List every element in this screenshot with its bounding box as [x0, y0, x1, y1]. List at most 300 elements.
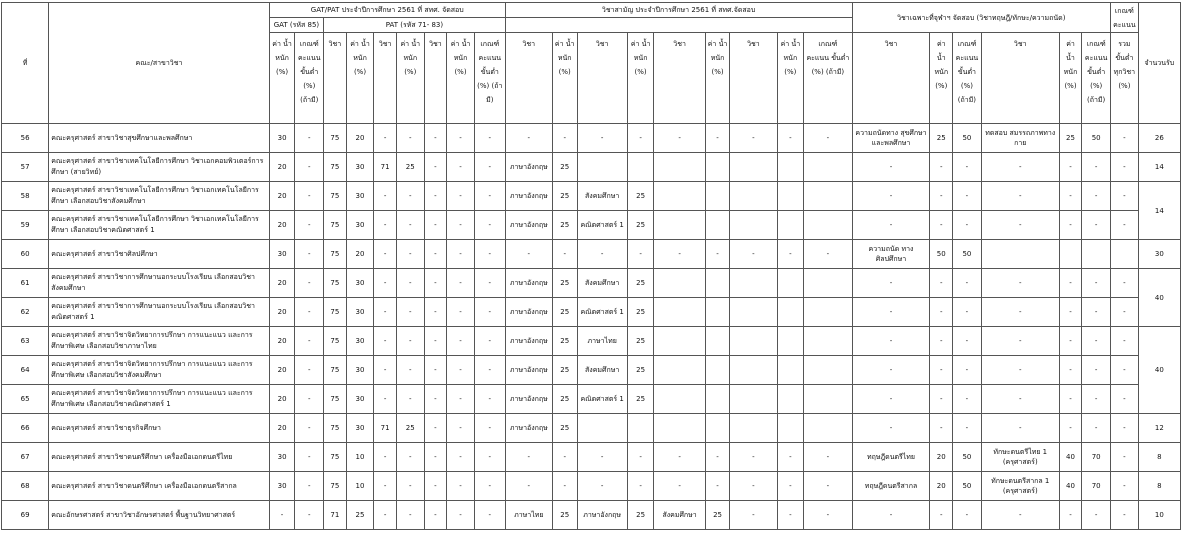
value-cell: - [396, 211, 424, 240]
program-name-cell: คณะอักษรศาสตร์ สาขาวิชาอักษรศาสตร์ พื้นฐานวิทยาศาสตร์ [49, 501, 270, 530]
seats-cell: 12 [1138, 414, 1180, 443]
value-cell: - [1082, 182, 1111, 211]
value-cell: ความถนัด ทางศิลปศึกษา [852, 240, 930, 269]
value-cell: - [953, 501, 982, 530]
value-cell: - [981, 211, 1059, 240]
value-cell: 30 [269, 240, 295, 269]
value-cell: - [396, 124, 424, 153]
col-header-weight: ค่า น้ำหนัก (%) [552, 33, 577, 124]
value-cell: 25 [552, 327, 577, 356]
col-header-weight: ค่า น้ำหนัก (%) [396, 33, 424, 124]
program-name-cell: คณะครุศาสตร์ สาขาวิชาเทคโนโลยีการศึกษา วิชาเอกเทคโนโลยีการศึกษา เลือกสอบวิชาคณิตศาสตร์ 1 [49, 211, 270, 240]
value-cell: 25 [552, 211, 577, 240]
value-cell: 30 [269, 472, 295, 501]
value-cell: - [424, 472, 447, 501]
col-header-subject: วิชา [424, 33, 447, 124]
value-cell: 20 [346, 124, 374, 153]
value-cell: - [447, 269, 475, 298]
value-cell: สังคมศึกษา [577, 356, 627, 385]
value-cell: - [981, 356, 1059, 385]
value-cell [654, 298, 705, 327]
table-row [2, 298, 1181, 327]
value-cell: 75 [324, 298, 347, 327]
value-cell: - [1111, 269, 1139, 298]
value-cell: - [777, 501, 804, 530]
value-cell [730, 327, 777, 356]
col-header-weight: ค่า น้ำหนัก (%) [930, 33, 953, 124]
row-number-cell: 61 [2, 269, 49, 298]
value-cell: ทฤษฎีดนตรีไทย [852, 443, 930, 472]
value-cell: 50 [1082, 124, 1111, 153]
value-cell [627, 153, 654, 182]
value-cell: - [1059, 327, 1082, 356]
table-row [2, 269, 1181, 298]
value-cell: - [1111, 356, 1139, 385]
value-cell: - [374, 356, 397, 385]
table-row [2, 124, 1181, 153]
value-cell: - [1059, 414, 1082, 443]
seats-cell: 14 [1138, 153, 1180, 182]
value-cell: - [1111, 501, 1139, 530]
col-header-subject: วิชา [730, 33, 777, 124]
value-cell: - [627, 124, 654, 153]
value-cell: - [424, 182, 447, 211]
value-cell: - [424, 240, 447, 269]
value-cell: - [424, 501, 447, 530]
row-number-cell: 58 [2, 182, 49, 211]
value-cell: 25 [396, 153, 424, 182]
value-cell: - [852, 356, 930, 385]
value-cell: 10 [346, 443, 374, 472]
value-cell: 25 [346, 501, 374, 530]
value-cell: - [852, 182, 930, 211]
value-cell [777, 327, 804, 356]
value-cell: - [705, 124, 730, 153]
value-cell: 25 [552, 153, 577, 182]
value-cell: ภาษาไทย [577, 327, 627, 356]
table-row [2, 327, 1181, 356]
col-header-subject: วิชา [654, 33, 705, 124]
value-cell: - [1082, 327, 1111, 356]
value-cell: - [777, 240, 804, 269]
value-cell: - [295, 443, 324, 472]
value-cell [730, 269, 777, 298]
col-header-min: เกณฑ์ คะแนน ขั้นต่ำ (%) (ถ้ามี) [1082, 33, 1111, 124]
value-cell: - [424, 356, 447, 385]
value-cell: - [981, 385, 1059, 414]
table-row [2, 501, 1181, 530]
col-header-subject: วิชา [852, 33, 930, 124]
value-cell: 20 [930, 472, 953, 501]
value-cell: - [269, 501, 295, 530]
value-cell: - [295, 327, 324, 356]
program-name-cell: คณะครุศาสตร์ สาขาวิชาเทคโนโลยีการศึกษา วิชาเอกคอมพิวเตอร์การศึกษา (สายวิทย์) [49, 153, 270, 182]
value-cell: - [705, 443, 730, 472]
table-row [2, 182, 1181, 211]
col-header-total-min: รวม ขั้นต่ำ ทุกวิชา (%) [1111, 33, 1139, 124]
value-cell: - [627, 443, 654, 472]
group-seats-cell: 40 [1138, 269, 1180, 327]
value-cell: - [1111, 327, 1139, 356]
value-cell [804, 182, 852, 211]
value-cell [705, 269, 730, 298]
value-cell: - [474, 153, 505, 182]
group-header-total: เกณฑ์คะแนน [1111, 3, 1139, 33]
value-cell: - [627, 240, 654, 269]
value-cell: สังคมศึกษา [577, 182, 627, 211]
value-cell [1082, 240, 1111, 269]
value-cell: - [505, 443, 552, 472]
col-header-weight: ค่า น้ำหนัก (%) [269, 33, 295, 124]
value-cell: - [777, 443, 804, 472]
value-cell: - [930, 414, 953, 443]
value-cell: - [396, 327, 424, 356]
value-cell [654, 269, 705, 298]
value-cell: - [981, 182, 1059, 211]
value-cell: - [295, 472, 324, 501]
value-cell: - [374, 124, 397, 153]
value-cell: - [396, 298, 424, 327]
col-header-subject: วิชา [981, 33, 1059, 124]
value-cell: - [981, 153, 1059, 182]
value-cell: - [1082, 385, 1111, 414]
value-cell: - [295, 414, 324, 443]
value-cell [804, 269, 852, 298]
value-cell: - [1082, 153, 1111, 182]
value-cell: - [930, 269, 953, 298]
value-cell: - [577, 443, 627, 472]
value-cell [804, 153, 852, 182]
row-number-cell: 62 [2, 298, 49, 327]
value-cell: 25 [552, 356, 577, 385]
program-name-cell: คณะครุศาสตร์ สาขาวิชาธุรกิจศึกษา [49, 414, 270, 443]
value-cell: - [295, 182, 324, 211]
value-cell: - [852, 414, 930, 443]
value-cell: - [374, 240, 397, 269]
value-cell: - [295, 298, 324, 327]
row-number-cell: 57 [2, 153, 49, 182]
value-cell: 75 [324, 211, 347, 240]
value-cell: - [552, 443, 577, 472]
value-cell: - [654, 240, 705, 269]
value-cell: - [705, 472, 730, 501]
value-cell: 71 [374, 414, 397, 443]
value-cell: 20 [269, 153, 295, 182]
table-row [2, 472, 1181, 501]
value-cell: - [447, 124, 475, 153]
value-cell: - [447, 385, 475, 414]
value-cell: 25 [552, 385, 577, 414]
col-header-min: เกณฑ์ คะแนน ขั้นต่ำ (%) (ถ้ามี) [295, 33, 324, 124]
value-cell: - [852, 153, 930, 182]
value-cell: ภาษาอังกฤษ [505, 269, 552, 298]
value-cell: - [730, 501, 777, 530]
sub-header-common-blank [505, 18, 852, 33]
value-cell: - [1059, 501, 1082, 530]
table-row [2, 240, 1181, 269]
value-cell: - [953, 414, 982, 443]
col-header-seats: จำนวนรับ [1138, 3, 1180, 124]
value-cell: 30 [346, 153, 374, 182]
value-cell: - [627, 472, 654, 501]
table-row [2, 443, 1181, 472]
value-cell: 30 [346, 385, 374, 414]
value-cell: สังคมศึกษา [654, 501, 705, 530]
value-cell: - [295, 211, 324, 240]
value-cell: ภาษาอังกฤษ [505, 182, 552, 211]
value-cell [730, 414, 777, 443]
value-cell: - [424, 443, 447, 472]
value-cell: - [804, 472, 852, 501]
value-cell: - [1111, 153, 1139, 182]
value-cell: - [730, 124, 777, 153]
value-cell: - [374, 472, 397, 501]
value-cell [777, 385, 804, 414]
value-cell: 25 [627, 211, 654, 240]
value-cell: 30 [269, 443, 295, 472]
value-cell: ทักษะดนตรีไทย 1 (ครุศาสตร์) [981, 443, 1059, 472]
value-cell [654, 327, 705, 356]
value-cell [730, 182, 777, 211]
value-cell: 30 [346, 298, 374, 327]
value-cell: 50 [953, 124, 982, 153]
value-cell: 30 [346, 182, 374, 211]
col-header-weight: ค่า น้ำหนัก (%) [705, 33, 730, 124]
value-cell: 20 [269, 269, 295, 298]
value-cell: 25 [552, 414, 577, 443]
value-cell: - [552, 240, 577, 269]
value-cell [1059, 240, 1082, 269]
value-cell: - [930, 211, 953, 240]
value-cell [777, 211, 804, 240]
value-cell: - [930, 298, 953, 327]
col-header-weight: ค่า น้ำหนัก (%) [346, 33, 374, 124]
value-cell: - [295, 356, 324, 385]
value-cell: - [953, 182, 982, 211]
value-cell [730, 211, 777, 240]
value-cell [777, 269, 804, 298]
value-cell: 75 [324, 269, 347, 298]
value-cell [777, 182, 804, 211]
value-cell: - [777, 472, 804, 501]
value-cell: - [474, 443, 505, 472]
value-cell: 40 [1059, 472, 1082, 501]
value-cell: 20 [930, 443, 953, 472]
value-cell: 70 [1082, 443, 1111, 472]
col-header-min: เกณฑ์ คะแนน ขั้นต่ำ (%) (ถ้ามี) [804, 33, 852, 124]
value-cell: - [930, 501, 953, 530]
row-number-cell: 66 [2, 414, 49, 443]
value-cell: 25 [1059, 124, 1082, 153]
col-header-subject: วิชา [577, 33, 627, 124]
value-cell [705, 385, 730, 414]
value-cell: 30 [346, 414, 374, 443]
table-body [2, 124, 1181, 530]
value-cell: - [852, 298, 930, 327]
value-cell: - [1111, 124, 1139, 153]
value-cell: - [447, 356, 475, 385]
value-cell: - [424, 211, 447, 240]
value-cell: - [981, 269, 1059, 298]
value-cell: - [953, 356, 982, 385]
value-cell: 50 [953, 472, 982, 501]
value-cell: - [374, 385, 397, 414]
value-cell: - [374, 269, 397, 298]
value-cell: 30 [346, 269, 374, 298]
value-cell: - [953, 269, 982, 298]
value-cell: - [447, 182, 475, 211]
value-cell: - [953, 153, 982, 182]
value-cell: 75 [324, 240, 347, 269]
value-cell: ความถนัดทาง สุขศึกษาและพลศึกษา [852, 124, 930, 153]
group-header-common: วิชาสามัญ ประจำปีการศึกษา 2561 ที่ สทศ.จัดสอบ [505, 3, 852, 18]
value-cell: - [577, 240, 627, 269]
value-cell: - [505, 124, 552, 153]
value-cell: ทดสอบ สมรรถภาพทางกาย [981, 124, 1059, 153]
value-cell: - [852, 501, 930, 530]
value-cell [654, 414, 705, 443]
value-cell: คณิตศาสตร์ 1 [577, 385, 627, 414]
value-cell: - [930, 182, 953, 211]
program-name-cell: คณะครุศาสตร์ สาขาวิชาจิตวิทยาการปรึกษา การแนะแนว และการศึกษาพิเศษ เลือกสอบวิชาสังคมศึกษา [49, 356, 270, 385]
seats-cell: 8 [1138, 472, 1180, 501]
col-header-weight: ค่า น้ำหนัก (%) [1059, 33, 1082, 124]
value-cell: ภาษาอังกฤษ [505, 356, 552, 385]
value-cell: - [295, 385, 324, 414]
row-number-cell: 67 [2, 443, 49, 472]
value-cell: - [1059, 385, 1082, 414]
value-cell [730, 356, 777, 385]
value-cell: - [447, 472, 475, 501]
value-cell: ภาษาไทย [505, 501, 552, 530]
value-cell: - [1111, 211, 1139, 240]
table-row [2, 153, 1181, 182]
row-number-cell: 60 [2, 240, 49, 269]
value-cell: ภาษาอังกฤษ [577, 501, 627, 530]
program-name-cell: คณะครุศาสตร์ สาขาวิชาสุขศึกษาและพลศึกษา [49, 124, 270, 153]
value-cell: - [654, 472, 705, 501]
value-cell: - [295, 124, 324, 153]
value-cell: - [474, 124, 505, 153]
value-cell [777, 153, 804, 182]
value-cell: - [930, 385, 953, 414]
value-cell: - [1059, 153, 1082, 182]
value-cell: 25 [552, 269, 577, 298]
value-cell: - [447, 240, 475, 269]
value-cell: - [374, 182, 397, 211]
program-name-cell: คณะครุศาสตร์ สาขาวิชาจิตวิทยาการปรึกษา การแนะแนว และการศึกษาพิเศษ เลือกสอบวิชาภาษาไทย [49, 327, 270, 356]
group-seats-cell: 40 [1138, 327, 1180, 414]
value-cell: สังคมศึกษา [577, 269, 627, 298]
program-name-cell: คณะครุศาสตร์ สาขาวิชาการศึกษานอกระบบโรงเรียน เลือกสอบวิชาสังคมศึกษา [49, 269, 270, 298]
value-cell: 40 [1059, 443, 1082, 472]
value-cell: 20 [269, 182, 295, 211]
value-cell: 20 [269, 211, 295, 240]
seats-cell: 30 [1138, 240, 1180, 269]
program-name-cell: คณะครุศาสตร์ สาขาวิชาดนตรีศึกษา เครื่องมือเอกดนตรีไทย [49, 443, 270, 472]
value-cell [730, 298, 777, 327]
value-cell [730, 153, 777, 182]
value-cell: 30 [346, 356, 374, 385]
col-header-no: ที่ [2, 3, 49, 124]
group-header-gatpat: GAT/PAT ประจำปีการศึกษา 2561 ที่ สทศ. จัดสอบ [269, 3, 505, 18]
value-cell: ภาษาอังกฤษ [505, 385, 552, 414]
value-cell [654, 356, 705, 385]
value-cell: - [1111, 182, 1139, 211]
col-header-min: เกณฑ์ คะแนน ขั้นต่ำ (%) (ถ้ามี) [474, 33, 505, 124]
value-cell: 50 [930, 240, 953, 269]
value-cell [577, 414, 627, 443]
value-cell: - [654, 124, 705, 153]
value-cell [777, 356, 804, 385]
value-cell: - [505, 240, 552, 269]
value-cell: - [1111, 298, 1139, 327]
value-cell [654, 385, 705, 414]
value-cell: 75 [324, 443, 347, 472]
value-cell: - [804, 124, 852, 153]
value-cell: 25 [552, 298, 577, 327]
row-number-cell: 59 [2, 211, 49, 240]
value-cell [804, 356, 852, 385]
admission-criteria-table [1, 2, 1181, 530]
value-cell: - [852, 327, 930, 356]
value-cell [804, 211, 852, 240]
value-cell: - [981, 327, 1059, 356]
value-cell: - [505, 472, 552, 501]
value-cell: - [424, 414, 447, 443]
value-cell: - [930, 356, 953, 385]
value-cell [654, 182, 705, 211]
col-header-subject: วิชา [505, 33, 552, 124]
value-cell: - [295, 240, 324, 269]
value-cell: - [1059, 182, 1082, 211]
value-cell: 75 [324, 385, 347, 414]
value-cell: - [1082, 211, 1111, 240]
value-cell: 75 [324, 182, 347, 211]
value-cell: 71 [374, 153, 397, 182]
value-cell: 20 [269, 385, 295, 414]
value-cell: คณิตศาสตร์ 1 [577, 298, 627, 327]
value-cell: 75 [324, 327, 347, 356]
col-header-program: คณะ/สาขาวิชา [49, 3, 270, 124]
value-cell: - [930, 153, 953, 182]
table-row [2, 385, 1181, 414]
value-cell [730, 385, 777, 414]
row-number-cell: 56 [2, 124, 49, 153]
program-name-cell: คณะครุศาสตร์ สาขาวิชาศิลปศึกษา [49, 240, 270, 269]
value-cell: 71 [324, 501, 347, 530]
value-cell: - [552, 472, 577, 501]
value-cell: - [1082, 501, 1111, 530]
value-cell: 75 [324, 356, 347, 385]
value-cell [577, 153, 627, 182]
value-cell [705, 414, 730, 443]
value-cell: - [396, 356, 424, 385]
table-row [2, 356, 1181, 385]
value-cell [777, 298, 804, 327]
program-name-cell: คณะครุศาสตร์ สาขาวิชาเทคโนโลยีการศึกษา วิชาเอกเทคโนโลยีการศึกษา เลือกสอบวิชาสังคมศึกษา [49, 182, 270, 211]
value-cell: - [474, 327, 505, 356]
value-cell: - [1082, 298, 1111, 327]
value-cell: - [396, 269, 424, 298]
col-header-subject: วิชา [324, 33, 347, 124]
value-cell: - [1059, 356, 1082, 385]
value-cell: 25 [627, 501, 654, 530]
value-cell [804, 414, 852, 443]
value-cell [705, 182, 730, 211]
value-cell: - [852, 211, 930, 240]
value-cell: 10 [346, 472, 374, 501]
